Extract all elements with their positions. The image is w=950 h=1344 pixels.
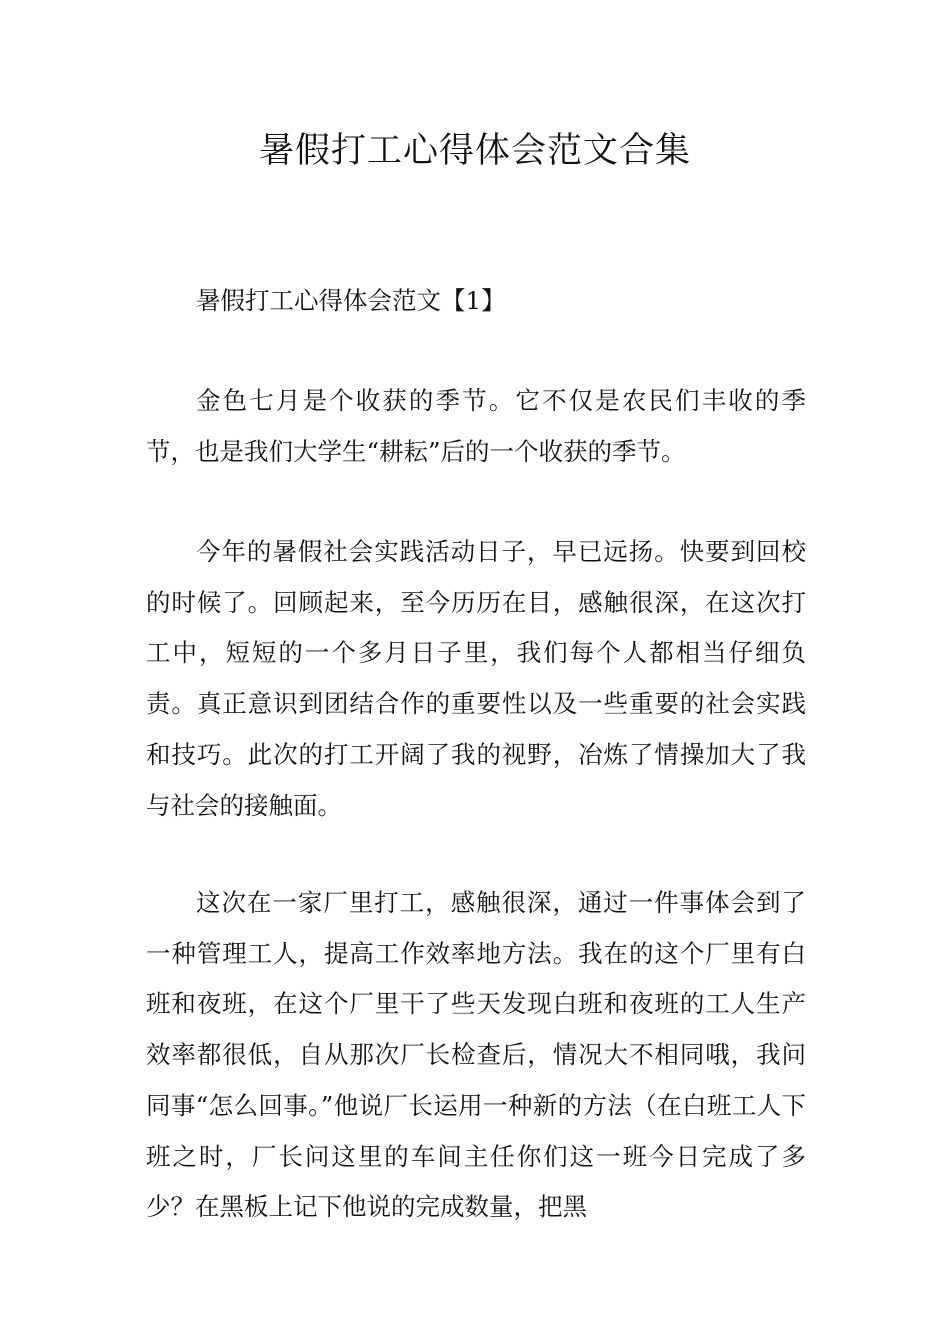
paragraph-1: 金色七月是个收获的季节。它不仅是农民们丰收的季节，也是我们大学生“耕耘”后的一个收获的季节。 [146,386,806,466]
section-heading: 暑假打工心得体会范文【1】 [196,286,506,315]
paragraph-2: 今年的暑假社会实践活动日子，早已远扬。快要到回校的时候了。回顾起来，至今历历在目，感触很深，在这次打工中，短短的一个多月日子里，我们每个人都相当仔细负责。真正意识到团结合作的重要性以及一些重要的社会实践和技巧。此次的打工开阔了我的视野，冶炼了情操加大了我与社会的接触面。 [146,537,806,820]
document-title: 暑假打工心得体会范文合集 [258,131,691,171]
paragraph-3: 这次在一家厂里打工，感触很深，通过一件事体会到了一种管理工人，提高工作效率地方法。我在的这个厂里有白班和夜班，在这个厂里干了些天发现白班和夜班的工人生产效率都很低，自从那次厂长检查后，情况大不相同哦，我问同事“怎么回事。”他说厂长运用一种新的方法（在白班工人下班之时，厂长问这里的车间主任你们这一班今日完成了多少？在黑板上记下他说的完成数量，把黑 [146,888,806,1222]
